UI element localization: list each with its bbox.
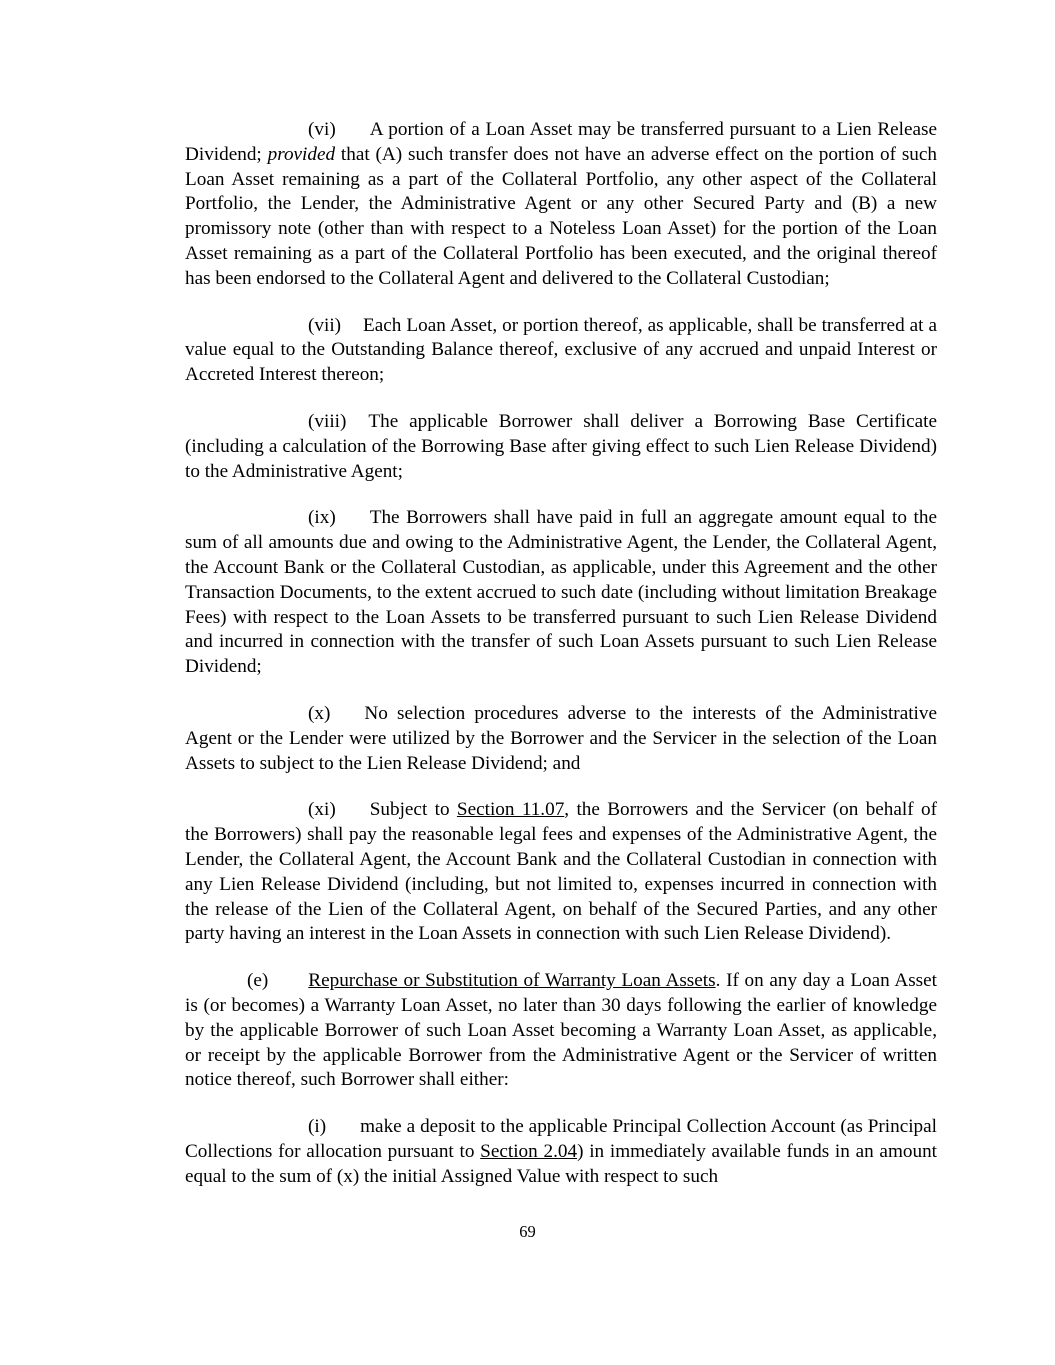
body-text: The Borrowers shall have paid in full an aggregate amount equal to the sum of all amounts due and owing to the Administrative Agent, the Lender, the Collateral Agent, the Account Bank or the Collateral Custodian, as applicable, under this Agreement and the other Transaction Documents, to the extent accrued to such date (including without limitation Breakage Fees) with respect to the Loan Assets to be transferred pursuant to such Lien Release Dividend and incurred in connection with the transfer of such Loan Assets pursuant to such Lien Release Dividend; [185,507,937,678]
section-reference: Section 2.04 [480,1140,578,1162]
section-reference: Repurchase or Substitution of Warranty Loan Assets [308,970,716,992]
para-e [185,969,937,1093]
marker-spacer [341,314,363,339]
marker-spacer [326,1115,360,1140]
body-text: A portion of a Loan Asset may be transferred pursuant to a Lien Release Dividend; [185,119,937,165]
paragraph-marker: (i) [308,1116,327,1138]
marker-spacer [330,702,364,727]
body-text: Each Loan Asset, or portion thereof, as applicable, shall be transferred at a value equal to the Outstanding Balance thereof, exclusive of any accrued and unpaid Interest or Accreted Interest thereon; [185,314,937,386]
body-text: make a deposit to the applicable Principal Collection Account (as Principal Collections for allocation pursuant to [185,1116,937,1162]
body-text: ) in immediately available funds in an amount equal to the sum of (x) the initial Assigned Value with respect to such [185,1140,937,1187]
para-vi [185,118,937,292]
body-text: that (A) such transfer does not have an adverse effect on the portion of such Loan Asset remaining as a part of the Collateral Portfolio, any other aspect of the Collateral Portfolio, the Lender, the Administrative Agent or any other Secured Party and (B) a new promissory note (other than with respect to a Noteless Loan Asset) for the portion of the Loan Asset remaining as a part of the Collateral Portfolio has been executed, and the original thereof has been endorsed to the Collateral Agent and delivered to the Collateral Custodian; [185,143,937,289]
paragraph-marker: (e) [247,970,269,992]
para-viii [185,410,937,484]
body-text: . If on any day a Loan Asset is (or becomes) a Warranty Loan Asset, no later than 30 days following the earlier of knowledge by the applicable Borrower of such Loan Asset becoming a Warranty Loan Asset, as applicable, or receipt by the applicable Borrower from the Administrative Agent or the Servicer of written notice thereof, such Borrower shall either: [185,970,937,1091]
section-reference: Section 11.07 [456,799,565,821]
body-text: , the Borrowers and the Servicer (on behalf of the Borrowers) shall pay the reasonable legal fees and expenses of the Administrative Agent, the Lender, the Collateral Agent, the Account Bank and the Collateral Custodian in connection with any Lien Release Dividend (including, but not limited to, expenses incurred in connection with the release of the Lien of the Collateral Agent, on behalf of the Secured Parties, and any other party having an interest in the Loan Assets in connection with such Lien Release Dividend). [185,799,937,945]
body-text: No selection procedures adverse to the interests of the Administrative Agent or the Lender were utilized by the Borrower and the Servicer in the selection of the Loan Assets to subject to the Lien Release Dividend; and [185,702,937,774]
para-xi [185,798,937,947]
para-ix [185,506,937,680]
paragraph-marker: (viii) [308,410,347,432]
paragraph-marker: (vii) [308,314,342,336]
paragraph-marker: (ix) [308,507,336,529]
paragraph-marker: (vi) [308,119,336,140]
paragraph-marker: (x) [308,702,331,724]
para-i [185,1115,937,1189]
body-text: Subject to [369,799,457,821]
marker-spacer [336,118,370,143]
marker-spacer [336,798,370,823]
para-x [185,702,937,776]
emphasis-text: provided [267,143,336,165]
marker-spacer [336,506,370,531]
paragraph-marker: (xi) [308,799,336,821]
body-text: The applicable Borrower shall deliver a Borrowing Base Certificate (including a calculation of the Borrowing Base after giving effect to such Lien Release Dividend) to the Administrative Agent; [185,410,937,482]
page-number: 69 [519,1222,536,1241]
para-vii [185,314,937,388]
marker-spacer [268,969,308,994]
document-body [185,118,937,1189]
marker-spacer [346,410,368,435]
